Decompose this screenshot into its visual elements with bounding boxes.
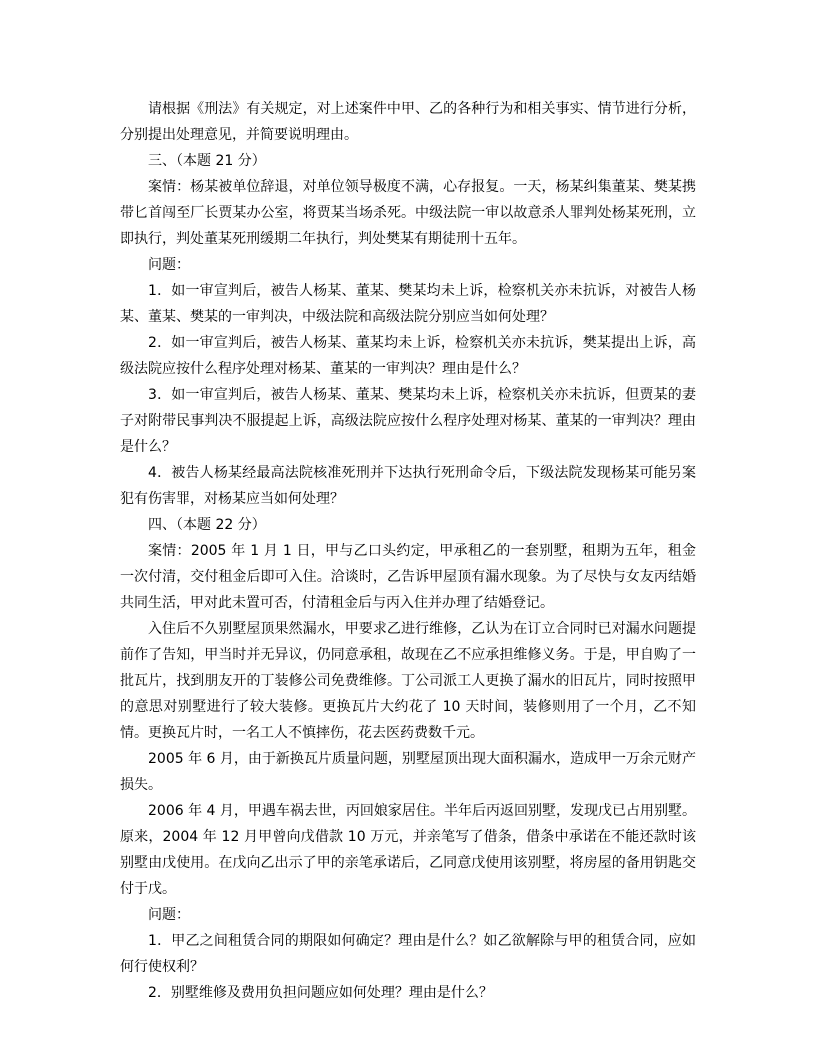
question-3-1: 1．如一审宣判后，被告人杨某、董某、樊某均未上诉，检察机关亦未抗诉，对被告人杨某、董某、樊某的一审判决，中级法院和高级法院分别应当如何处理？ — [120, 283, 696, 325]
paragraph-instruction: 请根据《刑法》有关规定，对上述案件中甲、乙的各种行为和相关事实、情节进行分析，分别提出处理意见，并简要说明理由。 — [120, 101, 696, 143]
question-3-2: 2．如一审宣判后，被告人杨某、董某均未上诉，检察机关亦未抗诉，樊某提出上诉，高级法院应按什么程序处理对杨某、董某的一审判决？理由是什么？ — [120, 335, 696, 377]
section-heading-3: 三、（本题 21 分） — [148, 153, 266, 169]
paragraph-case-4: 案情：2005 年 1 月 1 日，甲与乙口头约定，甲承租乙的一套别墅，租期为五年，租金一次付清，交付租金后即可入住。洽谈时，乙告诉甲屋顶有漏水现象。为了尽快与女友丙结婚共同生活，甲对此未置可否，付清租金后与丙入住并办理了结婚登记。 — [120, 543, 696, 611]
paragraph-case-3: 案情：杨某被单位辞退，对单位领导极度不满，心存报复。一天，杨某纠集董某、樊某携带匕首闯至厂长贾某办公室，将贾某当场杀死。中级法院一审以故意杀人罪判处杨某死刑，立即执行，判处董某死刑缓期二年执行，判处樊某有期徒刑十五年。 — [120, 179, 696, 247]
document-body — [120, 96, 696, 1006]
section-heading-4: 四、（本题 22 分） — [148, 517, 266, 533]
questions-label-4: 问题： — [148, 907, 190, 923]
question-3-3: 3．如一审宣判后，被告人杨某、董某、樊某均未上诉，检察机关亦未抗诉，但贾某的妻子对附带民事判决不服提起上诉，高级法院应按什么程序处理对杨某、董某的一审判决？理由是什么？ — [120, 387, 696, 455]
question-4-1: 1．甲乙之间租赁合同的期限如何确定？理由是什么？如乙欲解除与甲的租赁合同，应如何行使权利？ — [120, 933, 696, 975]
paragraph-case-4-leak: 2005 年 6 月，由于新换瓦片质量问题，别墅屋顶出现大面积漏水，造成甲一万余元财产损失。 — [120, 751, 696, 793]
paragraph-case-4-accident: 2006 年 4 月，甲遇车祸去世，丙回娘家居住。半年后丙返回别墅，发现戊已占用别墅。原来，2004 年 12 月甲曾向戊借款 10 万元，并亲笔写了借条，借条中承诺在不能还款时该别墅由戊使用。在戊向乙出示了甲的亲笔承诺后，乙同意戊使用该别墅，将房屋的备用钥匙交付于戊。 — [120, 803, 696, 897]
paragraph-case-4-repair: 入住后不久别墅屋顶果然漏水，甲要求乙进行维修，乙认为在订立合同时已对漏水问题提前作了告知，甲当时并无异议，仍同意承租，故现在乙不应承担维修义务。于是，甲自购了一批瓦片，找到朋友开的丁装修公司免费维修。丁公司派工人更换了漏水的旧瓦片，同时按照甲的意思对别墅进行了较大装修。更换瓦片大约花了 10 天时间，装修则用了一个月，乙不知情。更换瓦片时，一名工人不慎摔伤，花去医药费数千元。 — [120, 621, 696, 741]
question-3-4: 4．被告人杨某经最高法院核准死刑并下达执行死刑命令后，下级法院发现杨某可能另案犯有伤害罪，对杨某应当如何处理？ — [120, 465, 696, 507]
questions-label-3: 问题： — [148, 257, 190, 273]
question-4-2: 2．别墅维修及费用负担问题应如何处理？理由是什么？ — [148, 985, 493, 1001]
